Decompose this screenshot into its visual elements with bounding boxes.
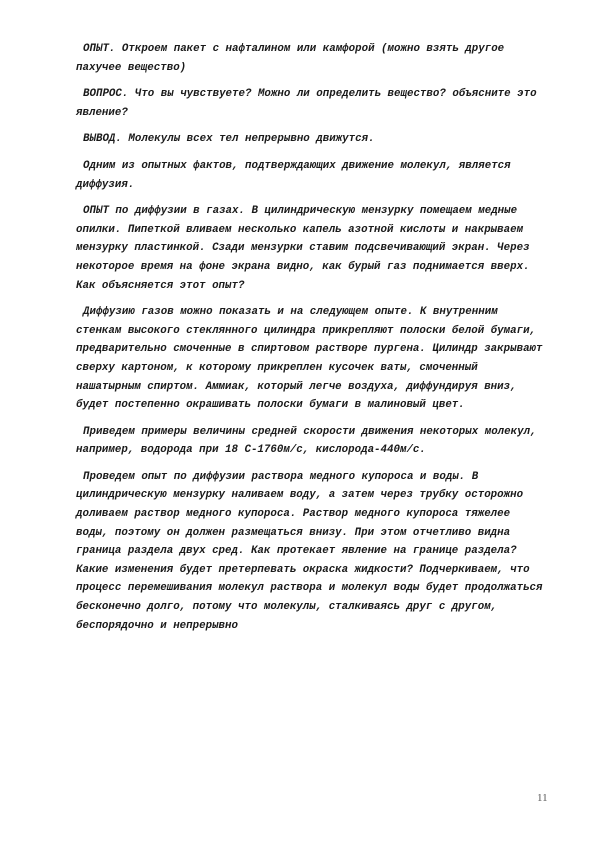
paragraph-copper-sulfate-experiment: Проведем опыт по диффузии раствора медного купороса и воды. В цилиндрическую мензурку наливаем воду, а затем через трубку осторожно доливаем раствор медного купороса. Раствор медного купороса тяжелее воды, поэтому он должен размещаться внизу. При этом отчетливо видна граница раздела двух сред. Как протекает явление на границе раздела? Какие изменения будет претерпевать окраска жидкости? Подчеркиваем, что процесс перемешивания молекул раствора и молекул воды будет продолжаться бесконечно долго, потому что молекулы, сталкиваясь друг с другом, беспорядочно и непрерывно	[76, 470, 543, 632]
text-body	[76, 40, 546, 643]
paragraph-diffusion-fact: Одним из опытных фактов, подтверждающих движение молекул, является диффузия.	[76, 159, 511, 191]
paragraph-gas-diffusion-experiment: ОПЫТ по диффузии в газах. В цилиндрическую мензурку помещаем медные опилки. Пипеткой вливаем несколько капель азотной кислоты и накрываем мензурку пластинкой. Сзади мензурки ставим подсвечивающий экран. Через некоторое время на фоне экрана видно, как бурый газ поднимается вверх. Как объясняется этот опыт?	[76, 205, 530, 292]
page-number: 11	[537, 792, 548, 804]
paragraph-question: ВОПРОС. Что вы чувствуете? Можно ли определить вещество? объясните это явление?	[76, 88, 537, 119]
paragraph-gas-diffusion-cylinder: Диффузию газов можно показать и на следующем опыте. К внутренним стенкам высокого стеклянного цилиндра прикрепляют полоски белой бумаги, предварительно смоченные в спиртовом растворе пургена. Цилиндр закрывают сверху картоном, к которому прикреплен кусочек ваты, смоченный нашатырным спиртом. Аммиак, который легче воздуха, диффундируя вниз, будет постепенно окрашивать полоски бумаги в малиновый цвет.	[76, 306, 543, 412]
paragraph-molecule-speeds: Приведем примеры величины средней скорости движения некоторых молекул, например, водорода при 18 С-1760м/с, кислорода-440м/с.	[76, 425, 537, 457]
paragraph-conclusion: ВЫВОД. Молекулы всех тел непрерывно движутся.	[83, 133, 375, 146]
paragraph-experiment-naphthalene: ОПЫТ. Откроем пакет с нафталином или камфорой (можно взять другое пахучее вещество)	[76, 43, 505, 74]
